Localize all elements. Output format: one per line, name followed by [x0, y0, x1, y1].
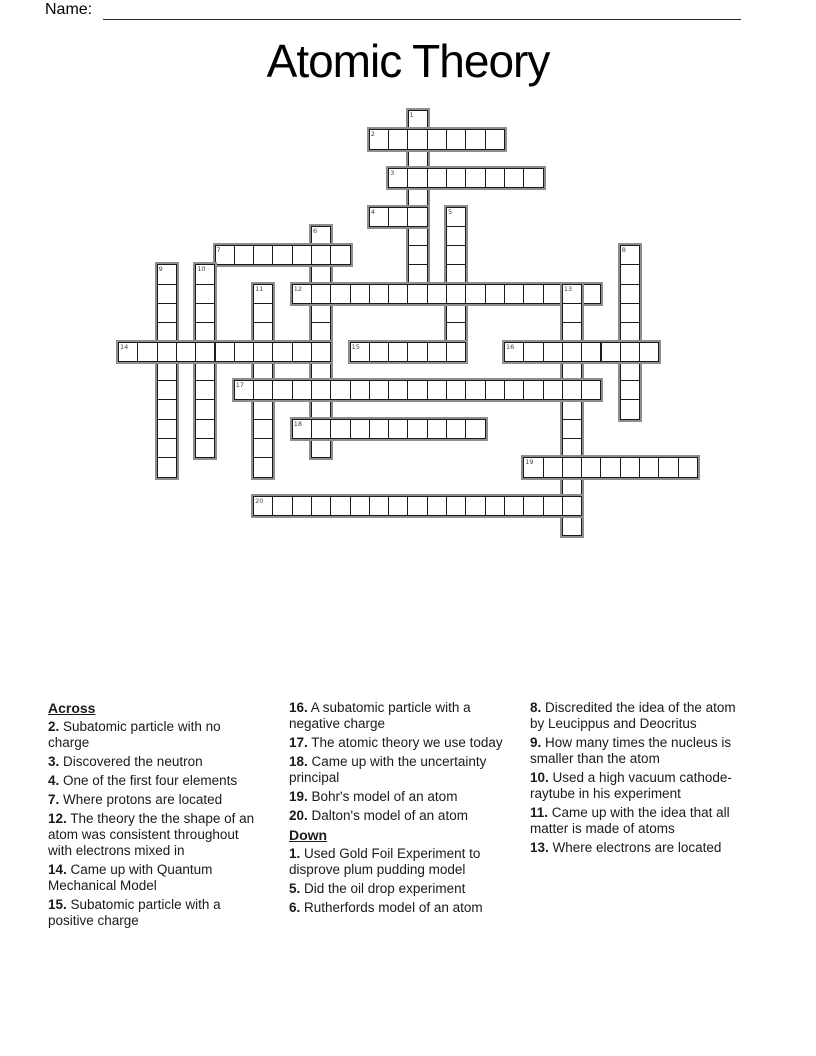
- grid-number-17: 17: [235, 381, 245, 390]
- grid-cell: [157, 419, 177, 439]
- grid-cell: [446, 419, 466, 439]
- clues-column-left: [48, 700, 262, 932]
- grid-cell: [195, 419, 215, 439]
- clue-number-label: 10.: [530, 770, 549, 785]
- grid-cell: [427, 129, 447, 149]
- grid-cell: [311, 342, 331, 362]
- grid-cell: [272, 342, 292, 362]
- word-3-across: [386, 166, 545, 190]
- grid-cell: [523, 457, 543, 477]
- clue-number-label: 12.: [48, 811, 67, 826]
- grid-cell: [639, 342, 659, 362]
- grid-cell: [658, 457, 678, 477]
- grid-number-13: 13: [563, 284, 573, 293]
- clue-number-label: 7.: [48, 792, 60, 807]
- clue-15: 15. Subatomic particle with a positive charge: [48, 897, 221, 928]
- grid-number-15: 15: [351, 342, 360, 351]
- clue-10: 10. Used a high vacuum cathode-raytube in his experiment: [530, 770, 732, 801]
- grid-cell: [562, 457, 582, 477]
- grid-number-18: 18: [293, 419, 302, 428]
- grid-cell: [195, 303, 215, 323]
- word-19-across: [521, 455, 700, 479]
- word-17-across: [232, 378, 604, 402]
- grid-cell: [562, 303, 582, 323]
- word-8-down: [618, 243, 642, 422]
- grid-cell: [562, 342, 582, 362]
- grid-number-8: 8: [621, 246, 626, 255]
- grid-cell: [504, 168, 524, 188]
- grid-cell: [176, 342, 196, 362]
- grid-cell: [407, 129, 427, 149]
- grid-cell: [292, 245, 312, 265]
- grid-number-11: 11: [255, 284, 264, 293]
- grid-cell: [543, 496, 563, 516]
- grid-cell: [350, 380, 370, 400]
- grid-cell: [465, 284, 485, 304]
- grid-cell: [581, 284, 601, 304]
- grid-cell: [195, 284, 215, 304]
- grid-cell: [620, 245, 640, 265]
- grid-cell: [311, 380, 331, 400]
- clues-header-across: Across: [48, 700, 96, 716]
- grid-cell: [543, 457, 563, 477]
- clue-11: 11. Came up with the idea that all matter is made of atoms: [530, 805, 730, 836]
- grid-cell: [311, 419, 331, 439]
- grid-number-19: 19: [525, 458, 534, 467]
- grid-cell: [157, 284, 177, 304]
- grid-cell: [485, 284, 505, 304]
- clue-number-label: 8.: [530, 700, 542, 715]
- grid-cell: [157, 264, 177, 284]
- word-9-down: [155, 262, 179, 479]
- grid-cell: [581, 457, 601, 477]
- grid-cell: [408, 226, 428, 246]
- grid-cell: [234, 245, 254, 265]
- grid-cell: [388, 342, 408, 362]
- grid-cell: [523, 168, 543, 188]
- grid-cell: [446, 207, 466, 227]
- grid-cell: [253, 419, 273, 439]
- grid-cell: [562, 284, 582, 304]
- clues-header-down: Down: [289, 827, 328, 843]
- clue-1: 1. Used Gold Foil Experiment to disprove plum pudding model: [289, 846, 481, 877]
- clue-number-label: 17.: [289, 735, 308, 750]
- clue-number-label: 15.: [48, 897, 67, 912]
- grid-cell: [465, 419, 485, 439]
- grid-cell: [562, 496, 582, 516]
- word-14-across: [116, 340, 333, 364]
- grid-cell: [311, 303, 331, 323]
- clue-13: 13. Where electrons are located: [530, 840, 722, 855]
- grid-number-5: 5: [448, 207, 453, 216]
- clue-14: 14. Came up with Quantum Mechanical Model: [48, 862, 213, 893]
- grid-number-3: 3: [390, 168, 395, 177]
- word-7-across: [213, 243, 353, 267]
- grid-cell: [253, 438, 273, 458]
- clue-9: 9. How many times the nucleus is smaller than the atom: [530, 735, 732, 766]
- clue-17: 17. The atomic theory we use today: [289, 735, 503, 750]
- grid-cell: [620, 264, 640, 284]
- grid-number-16: 16: [506, 342, 515, 351]
- grid-cell: [620, 380, 640, 400]
- clue-16: 16. A subatomic particle with a negative charge: [289, 700, 471, 731]
- grid-cell: [195, 380, 215, 400]
- grid-cell: [678, 457, 698, 477]
- clue-number-label: 18.: [289, 754, 308, 769]
- grid-cell: [562, 399, 582, 419]
- grid-cell: [620, 399, 640, 419]
- grid-cell: [639, 457, 659, 477]
- grid-cell: [157, 438, 177, 458]
- word-4-across: [367, 205, 430, 229]
- grid-cell: [157, 303, 177, 323]
- grid-cell: [350, 419, 370, 439]
- grid-cell: [292, 342, 312, 362]
- grid-number-20: 20: [255, 497, 264, 505]
- grid-cell: [427, 496, 447, 516]
- grid-cell: [427, 419, 447, 439]
- grid-cell: [311, 496, 331, 516]
- grid-cell: [523, 342, 543, 362]
- grid-cell: [620, 361, 640, 381]
- grid-cell: [407, 419, 427, 439]
- grid-cell: [350, 496, 370, 516]
- grid-cell: [330, 284, 350, 304]
- grid-cell: [311, 438, 331, 458]
- clue-number-label: 11.: [530, 805, 549, 820]
- grid-cell: [369, 207, 389, 227]
- grid-cell: [446, 129, 466, 149]
- grid-cell: [272, 496, 292, 516]
- name-label: Name:: [45, 1, 93, 18]
- clue-18: 18. Came up with the uncertainty principal: [289, 754, 487, 785]
- clue-number-label: 14.: [48, 862, 67, 877]
- grid-cell: [253, 380, 273, 400]
- grid-cell: [253, 457, 273, 477]
- clue-5: 5. Did the oil drop experiment: [289, 881, 466, 896]
- grid-cell: [620, 342, 640, 362]
- grid-cell: [601, 342, 621, 362]
- grid-number-9: 9: [158, 265, 163, 274]
- clue-2: 2. Subatomic particle with no charge: [48, 719, 221, 750]
- grid-cell: [330, 245, 350, 265]
- grid-number-1: 1: [409, 111, 414, 119]
- grid-cell: [195, 264, 215, 284]
- clue-number-label: 20.: [289, 808, 308, 823]
- grid-cell: [504, 284, 524, 304]
- clues-column-middle: [289, 700, 503, 919]
- grid-cell: [446, 245, 466, 265]
- grid-cell: [118, 342, 138, 362]
- grid-cell: [369, 496, 389, 516]
- clue-12: 12. The theory the the shape of an atom was consistent throughout with electrons mixed in: [48, 811, 255, 858]
- grid-cell: [253, 399, 273, 419]
- grid-cell: [562, 380, 582, 400]
- grid-cell: [504, 380, 524, 400]
- grid-cell: [292, 419, 312, 439]
- grid-cell: [253, 496, 273, 516]
- grid-cell: [292, 496, 312, 516]
- grid-cell: [543, 380, 563, 400]
- grid-cell: [407, 168, 427, 188]
- grid-number-4: 4: [370, 207, 376, 216]
- grid-cell: [620, 303, 640, 323]
- word-12-across: [290, 282, 604, 306]
- grid-cell: [446, 284, 466, 304]
- clue-20: 20. Dalton's model of an atom: [289, 808, 468, 823]
- grid-cell: [465, 380, 485, 400]
- grid-cell: [311, 284, 331, 304]
- grid-cell: [446, 496, 466, 516]
- grid-cell: [272, 380, 292, 400]
- clue-number-label: 6.: [289, 900, 301, 915]
- grid-cell: [253, 245, 273, 265]
- grid-cell: [523, 496, 543, 516]
- grid-cell: [408, 245, 428, 265]
- clue-6: 6. Rutherfords model of an atom: [289, 900, 483, 915]
- grid-cell: [407, 284, 427, 304]
- grid-cell: [388, 207, 408, 227]
- grid-number-6: 6: [313, 226, 318, 235]
- grid-cell: [407, 496, 427, 516]
- grid-cell: [330, 419, 350, 439]
- grid-cell: [292, 380, 312, 400]
- word-2-across: [367, 127, 507, 151]
- grid-cell: [581, 342, 601, 362]
- grid-cell: [369, 419, 389, 439]
- word-20-across: [251, 494, 584, 518]
- page-title: Atomic Theory: [266, 35, 550, 87]
- clue-number-label: 13.: [530, 840, 549, 855]
- grid-cell: [407, 342, 427, 362]
- clue-number-label: 5.: [289, 881, 301, 896]
- grid-cell: [234, 380, 254, 400]
- clue-number-label: 3.: [48, 754, 60, 769]
- grid-cell: [485, 380, 505, 400]
- clue-8: 8. Discredited the idea of the atom by Leucippus and Deocritus: [530, 700, 736, 731]
- grid-cell: [369, 129, 389, 149]
- grid-cell: [137, 342, 157, 362]
- grid-cell: [195, 342, 215, 362]
- grid-cell: [388, 129, 408, 149]
- grid-cell: [620, 457, 640, 477]
- word-16-across: [502, 340, 661, 364]
- grid-cell: [427, 342, 447, 362]
- clue-number-label: 2.: [48, 719, 60, 734]
- grid-cell: [272, 245, 292, 265]
- grid-cell: [407, 380, 427, 400]
- clue-19: 19. Bohr's model of an atom: [289, 789, 458, 804]
- clue-7: 7. Where protons are located: [48, 792, 223, 807]
- grid-cell: [446, 303, 466, 323]
- grid-cell: [157, 399, 177, 419]
- clue-number-label: 16.: [289, 700, 308, 715]
- grid-cell: [350, 284, 370, 304]
- clue-number-label: 19.: [289, 789, 308, 804]
- grid-cell: [215, 245, 235, 265]
- grid-cell: [215, 342, 235, 362]
- grid-cell: [234, 342, 254, 362]
- grid-cell: [253, 342, 273, 362]
- grid-cell: [427, 284, 447, 304]
- grid-number-7: 7: [216, 246, 221, 255]
- grid-cell: [523, 284, 543, 304]
- grid-cell: [330, 380, 350, 400]
- grid-cell: [330, 496, 350, 516]
- grid-cell: [446, 168, 466, 188]
- grid-cell: [504, 496, 524, 516]
- grid-cell: [523, 380, 543, 400]
- grid-number-10: 10: [197, 265, 206, 274]
- grid-cell: [388, 419, 408, 439]
- clue-3: 3. Discovered the neutron: [48, 754, 203, 769]
- grid-cell: [388, 380, 408, 400]
- word-15-across: [348, 340, 469, 364]
- grid-cell: [427, 380, 447, 400]
- grid-cell: [446, 226, 466, 246]
- grid-cell: [465, 168, 485, 188]
- grid-cell: [581, 380, 601, 400]
- grid-number-12: 12: [293, 284, 302, 293]
- grid-cell: [465, 496, 485, 516]
- grid-cell: [562, 515, 582, 535]
- clue-4: 4. One of the first four elements: [48, 773, 238, 788]
- grid-cell: [195, 361, 215, 381]
- grid-cell: [369, 380, 389, 400]
- grid-cell: [388, 284, 408, 304]
- grid-cell: [427, 168, 447, 188]
- grid-number-14: 14: [120, 342, 129, 351]
- clue-number-label: 4.: [48, 773, 60, 788]
- grid-cell: [485, 496, 505, 516]
- grid-cell: [195, 438, 215, 458]
- clue-number-label: 9.: [530, 735, 542, 750]
- grid-cell: [157, 380, 177, 400]
- grid-cell: [407, 207, 427, 227]
- grid-cell: [620, 284, 640, 304]
- grid-cell: [350, 342, 370, 362]
- grid-cell: [157, 457, 177, 477]
- grid-cell: [543, 342, 563, 362]
- grid-cell: [562, 419, 582, 439]
- grid-cell: [388, 168, 408, 188]
- grid-cell: [504, 342, 524, 362]
- grid-cell: [388, 496, 408, 516]
- grid-cell: [446, 342, 466, 362]
- clue-number-label: 1.: [289, 846, 301, 861]
- grid-cell: [600, 457, 620, 477]
- grid-cell: [369, 284, 389, 304]
- grid-cell: [157, 342, 177, 362]
- grid-cell: [253, 284, 273, 304]
- grid-number-2: 2: [370, 130, 376, 139]
- grid-cell: [292, 284, 312, 304]
- grid-cell: [485, 168, 505, 188]
- grid-cell: [157, 361, 177, 381]
- word-18-across: [290, 417, 488, 441]
- grid-cell: [446, 380, 466, 400]
- clues-column-right: [530, 700, 750, 859]
- grid-cell: [465, 129, 485, 149]
- grid-cell: [253, 303, 273, 323]
- grid-cell: [195, 399, 215, 419]
- grid-cell: [311, 245, 331, 265]
- grid-cell: [369, 342, 389, 362]
- grid-cell: [485, 129, 505, 149]
